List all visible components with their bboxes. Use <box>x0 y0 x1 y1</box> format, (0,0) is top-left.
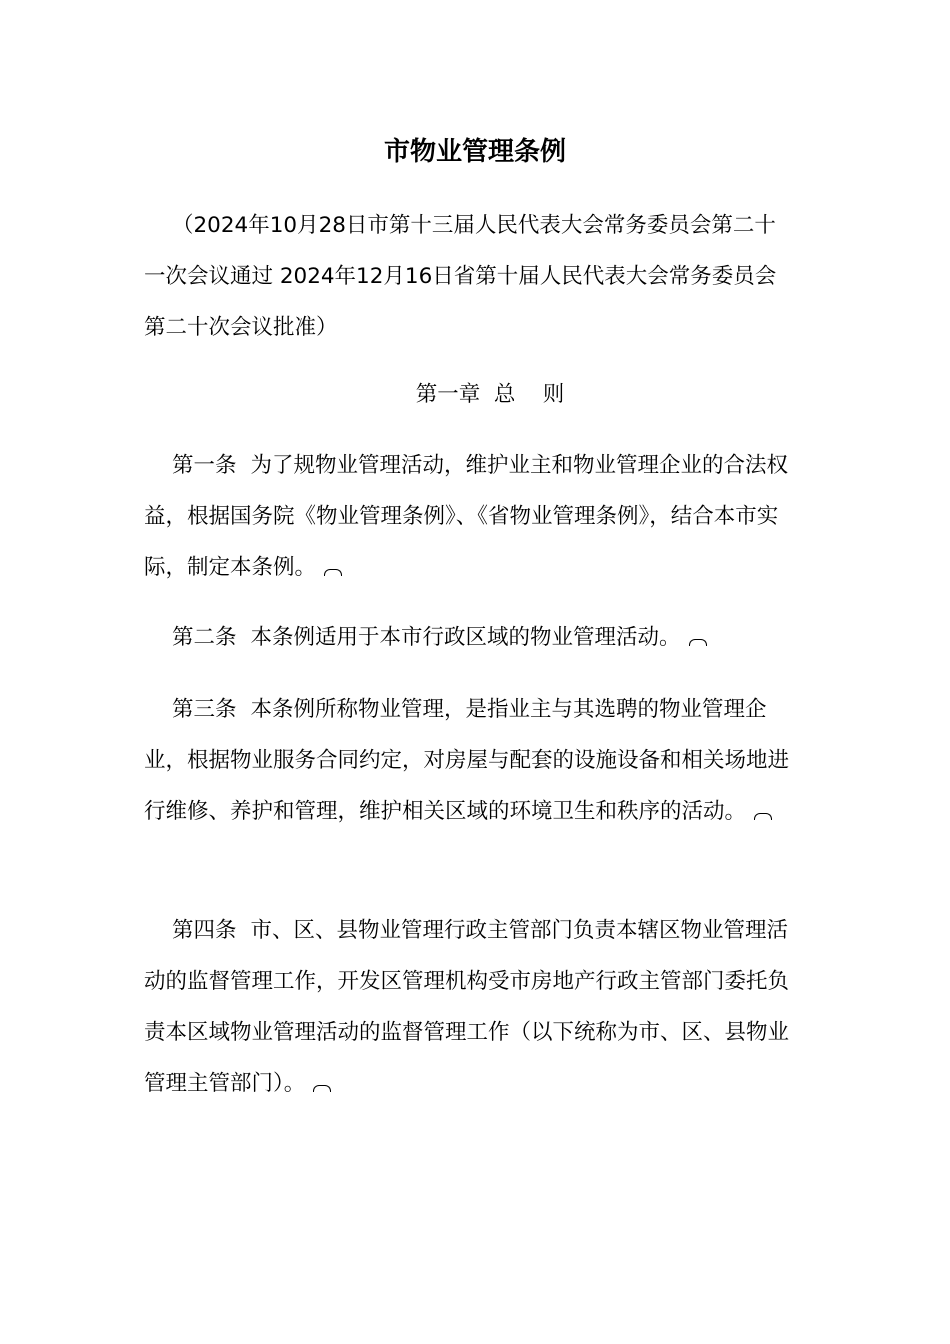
article-4 <box>144 905 796 1109</box>
paragraph-mark-icon <box>689 639 707 646</box>
article-number: 第一条 <box>172 453 237 478</box>
article-text: 本条例适用于本市行政区域的物业管理活动。 <box>250 625 681 650</box>
article-number: 第四条 <box>172 918 237 943</box>
article-3 <box>144 684 796 837</box>
adoption-note: （2024年10月28日市第十三届人民代表大会常务委员会第二十一次会议通过 2024年12月16日省第十届人民代表大会常务委员会第二十次会议批准） <box>144 213 777 340</box>
article-2 <box>144 612 796 663</box>
article-text: 为了规物业管理活动，维护业主和物业管理企业的合法权益，根据国务院《物业管理条例》、《省物业管理条例》，结合本市实际，制定本条例。 <box>144 453 789 580</box>
article-number: 第三条 <box>172 697 237 722</box>
chapter-heading: 第一章 总 则 <box>415 382 565 407</box>
paragraph-mark-icon <box>754 813 772 820</box>
paragraph-mark-icon <box>313 1085 331 1092</box>
document-title: 市物业管理条例 <box>383 137 566 167</box>
article-number: 第二条 <box>172 625 237 650</box>
paragraph-mark-icon <box>324 569 342 576</box>
article-1 <box>144 440 796 593</box>
article-text: 本条例所称物业管理，是指业主与其选聘的物业管理企业，根据物业服务合同约定，对房屋与配套的设施设备和相关场地进行维修、养护和管理，维护相关区域的环境卫生和秩序的活动。 <box>144 697 790 824</box>
article-text: 市、区、县物业管理行政主管部门负责本辖区物业管理活动的监督管理工作，开发区管理机构受市房地产行政主管部门委托负责本区域物业管理活动的监督管理工作（以下统称为市、区、县物业管理主管部门）。 <box>144 918 790 1096</box>
